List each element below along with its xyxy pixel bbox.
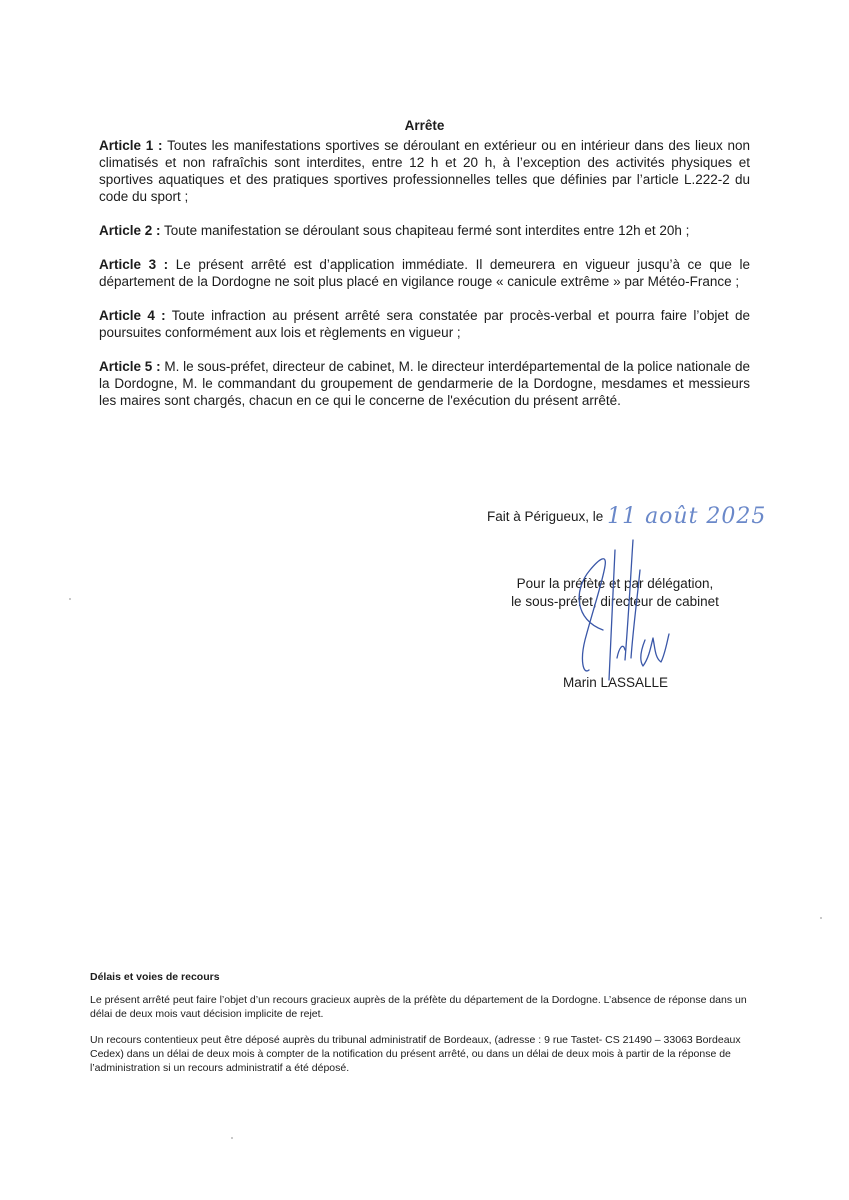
recours-paragraph-2: Un recours contentieux peut être déposé auprès du tribunal administratif de Bordeaux, (adresse : 9 rue Tastet- CS 21490 – 33063 Bordeaux Cedex) dans un délai de deux mois à compter de la notification du présent arrêté, ou dans un délai de deux mois à partir de la réponse de l’administration si un recours administratif a été déposé. [90,1034,741,1074]
article-text: Toute manifestation se déroulant sous chapiteau fermé sont interdites entre 12h et 20h ; [164,223,690,238]
handwritten-date: 11 août 2025 [607,504,767,529]
article-4 [99,307,750,341]
article-text: Toutes les manifestations sportives se déroulant en extérieur ou en intérieur dans des lieux non climatisés et non rafraîchis sont interdites, entre 12 h et 20 h, à l’exception des activités physiques et sportives aquatiques et des pratiques sportives professionnelles telles que définies par l’article L.222-2 du code du sport ; [99,138,750,204]
recours-paragraph-1: Le présent arrêté peut faire l’objet d’un recours gracieux auprès de la préfète du département de la Dordogne. L’absence de réponse dans un délai de deux mois vaut décision implicite de rejet. [90,994,747,1020]
article-label: Article 4 : [99,308,166,323]
article-1 [99,137,750,205]
articles-section [99,137,750,426]
delegation-line-2: le sous-préfet, directeur de cabinet [511,594,719,609]
scan-speck [820,917,822,919]
place-date-line [487,504,766,529]
article-label: Article 5 : [99,359,161,374]
article-label: Article 3 : [99,257,169,272]
recours-heading: Délais et voies de recours [90,971,220,983]
article-5 [99,358,750,409]
recours-section [90,970,762,1087]
article-label: Article 1 : [99,138,163,153]
article-3 [99,256,750,290]
delegation-line-1: Pour la préfète et par délégation, [516,576,714,591]
signer-name: Marin LASSALLE [563,675,669,690]
document-title: Arrête [404,118,445,133]
place-prefix: Fait à Périgueux, le [487,509,604,524]
article-label: Article 2 : [99,223,161,238]
article-text: Toute infraction au présent arrêté sera constatée par procès-verbal et pourra faire l’objet de poursuites conformément aux lois et règlements en vigueur ; [99,308,750,340]
scan-speck [231,1137,233,1139]
article-text: M. le sous-préfet, directeur de cabinet, M. le directeur interdépartemental de la police nationale de la Dordogne, M. le commandant du groupement de gendarmerie de la Dordogne, mesdames et messieurs les maires sont chargés, chacun en ce qui le concerne de l'exécution du présent arrêté. [99,359,750,408]
article-2 [99,222,750,239]
scan-speck [69,598,71,600]
article-text: Le présent arrêté est d’application immédiate. Il demeurera en vigueur jusqu’à ce que le département de la Dordogne ne soit plus placé en vigilance rouge « canicule extrême » par Météo-France ; [99,257,750,289]
